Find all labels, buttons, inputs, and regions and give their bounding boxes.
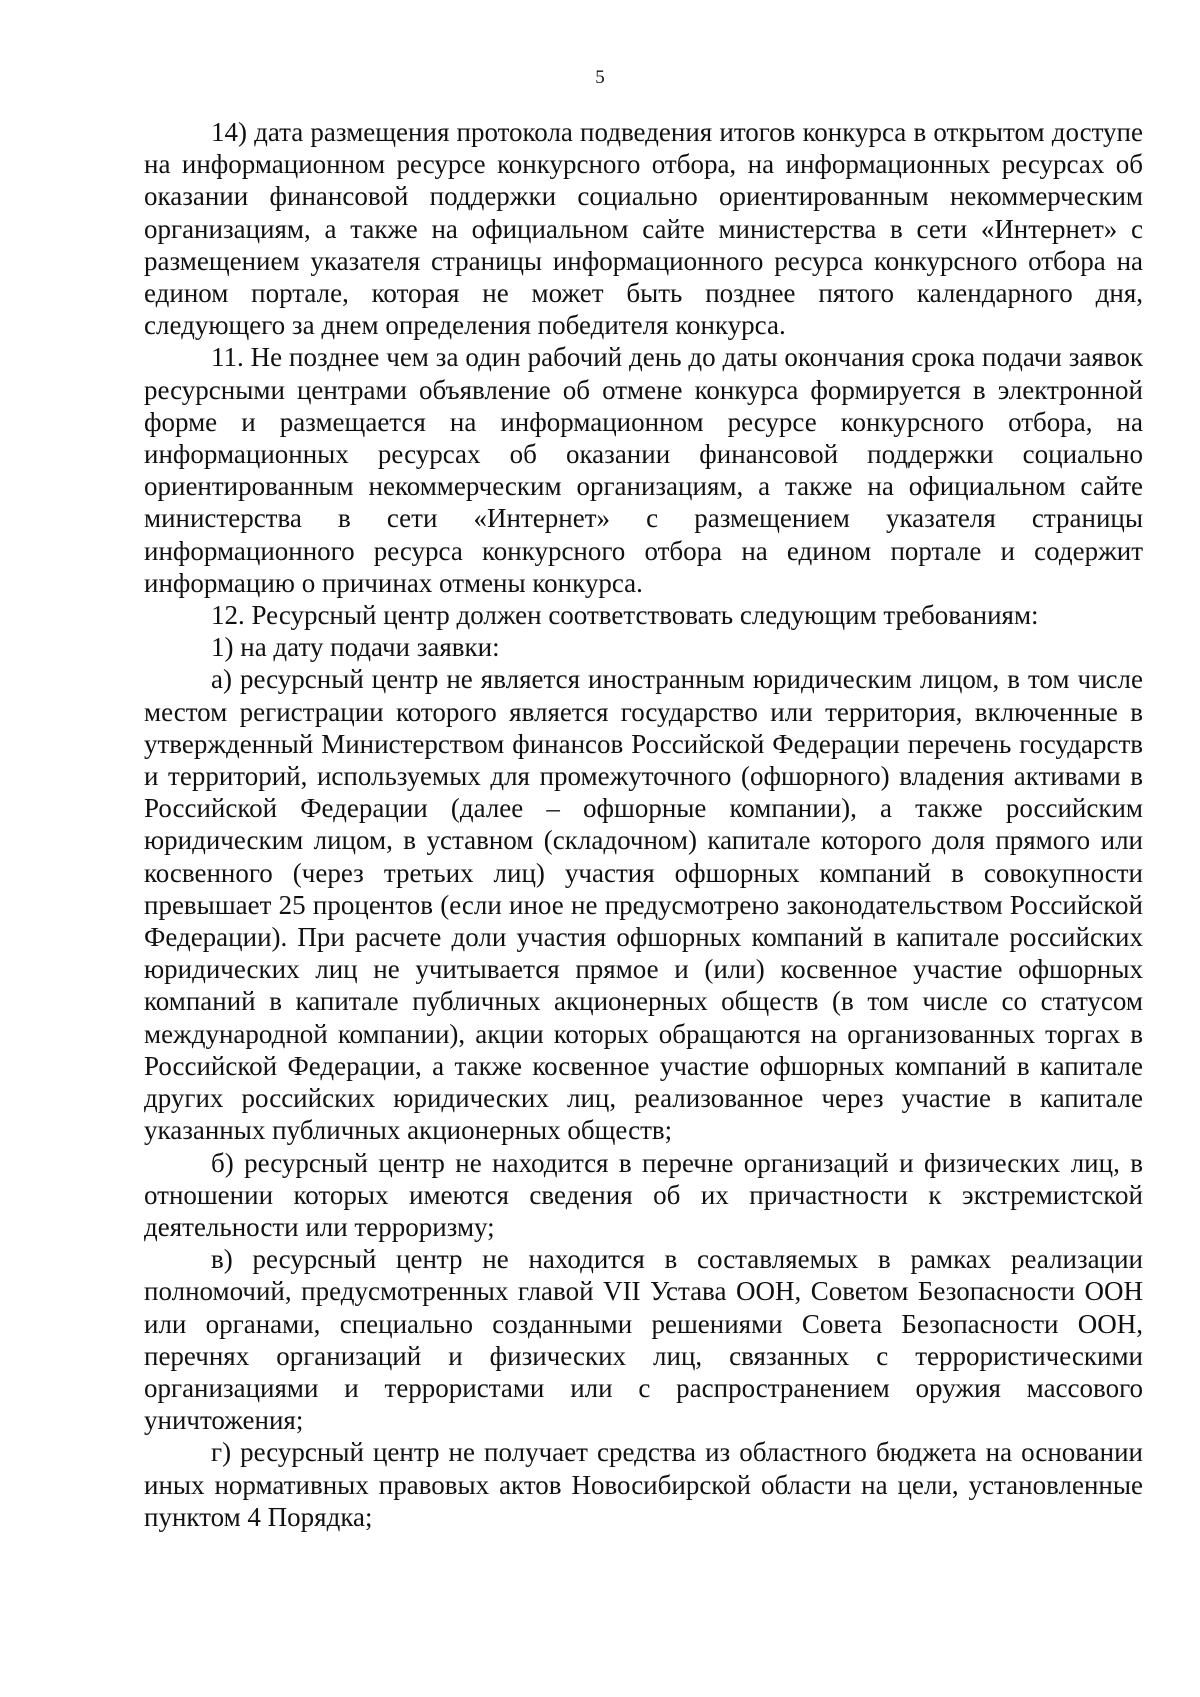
- paragraph-subitem-a: а) ресурсный центр не является иностранным юридическим лицом, в том числе местом регистрации которого является государство или территория, включенные в утвержденный Министерством финансов Российской Федерации перечень государств и территорий, используемых для промежуточного (офшорного) владения активами в Российской Федерации (далее – офшорные компании), а также российским юридическим лицом, в уставном (складочном) капитале которого доля прямого или косвенного (через третьих лиц) участия офшорных компаний в совокупности превышает 25 процентов (если иное не предусмотрено законодательством Российской Федерации). При расчете доли участия офшорных компаний в капитале российских юридических лиц не учитывается прямое и (или) косвенное участие офшорных компаний в капитале публичных акционерных обществ (в том числе со статусом международной компании), акции которых обращаются на организованных торгах в Российской Федерации, а также косвенное участие офшорных компаний в капитале других российских юридических лиц, реализованное через участие в капитале указанных публичных акционерных обществ;: [144, 664, 1143, 1146]
- paragraph-clause-12: 12. Ресурсный центр должен соответствовать следующим требованиям:: [211, 600, 1039, 631]
- paragraph-clause-11: 11. Не позднее чем за один рабочий день до даты окончания срока подачи заявок ресурсными центрами объявление об отмене конкурса формируется в электронной форме и размещается на информационном ресурсе конкурсного отбора, на информационных ресурсах об оказании финансовой поддержки социально ориентированным некоммерческим организациям, а также на официальном сайте министерства в сети «Интернет» с размещением указателя страницы информационного ресурса конкурсного отбора на едином портале и содержит информацию о причинах отмены конкурса.: [144, 342, 1143, 598]
- paragraph-subitem-g: г) ресурсный центр не получает средства из областного бюджета на основании иных нормативных правовых актов Новосибирской области на цели, установленные пунктом 4 Порядка;: [144, 1437, 1143, 1532]
- page-number: 5: [595, 67, 605, 88]
- paragraph-item-14: 14) дата размещения протокола подведения итогов конкурса в открытом доступе на информационном ресурсе конкурсного отбора, на информационных ресурсах об оказании финансовой поддержки социально ориентированным некоммерческим организациям, а также на официальном сайте министерства в сети «Интернет» с размещением указателя страницы информационного ресурса конкурсного отбора на едином портале, которая не может быть позднее пятого календарного дня, следующего за днем определения победителя конкурса.: [144, 117, 1143, 341]
- paragraph-subitem-v: в) ресурсный центр не находится в составляемых в рамках реализации полномочий, предусмотренных главой VII Устава ООН, Советом Безопасности ООН или органами, специально созданными решениями Совета Безопасности ООН, перечнях организаций и физических лиц, связанных с террористическими организациями и террористами или с распространением оружия массового уничтожения;: [144, 1244, 1143, 1436]
- paragraph-subclause-1: 1) на дату подачи заявки:: [211, 632, 500, 663]
- paragraph-subitem-b: б) ресурсный центр не находится в перечне организаций и физических лиц, в отношении которых имеются сведения об их причастности к экстремистской деятельности или терроризму;: [144, 1147, 1143, 1242]
- document-body: [144, 116, 1143, 1533]
